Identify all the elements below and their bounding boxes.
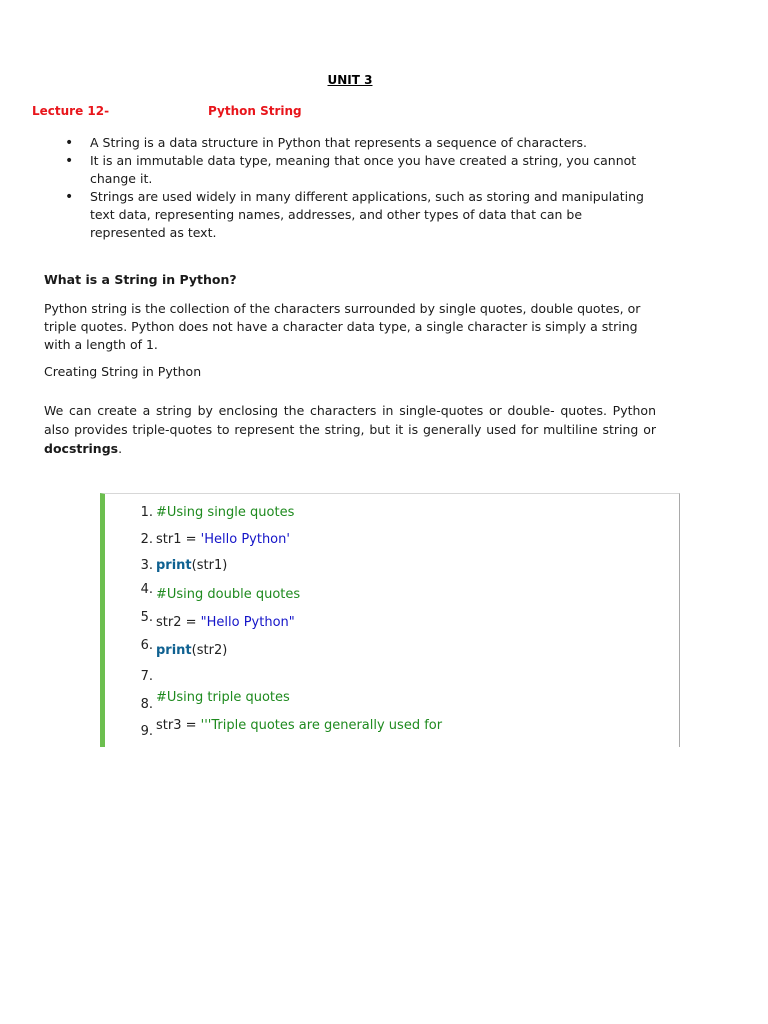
unit-heading: UNIT 3: [327, 73, 373, 87]
bullet-icon: •: [65, 135, 74, 151]
bullet-item: [64, 134, 654, 152]
code-comment: #Using double quotes: [156, 587, 301, 602]
code-content: str2 = "Hello Python": [156, 615, 295, 630]
line-number: 3.: [140, 558, 153, 573]
section-heading-creating-string: Creating String in Python: [44, 364, 202, 379]
bullet-icon: •: [65, 189, 74, 205]
bullet-icon: •: [65, 153, 74, 169]
code-content: print(str1): [156, 558, 228, 573]
line-number: 6.: [140, 638, 153, 653]
bullet-item: [64, 152, 654, 188]
code-comment: #Using single quotes: [156, 505, 295, 520]
code-content: str3 = '''Triple quotes are generally used for: [156, 718, 443, 733]
intro-bullet-list: [64, 134, 654, 242]
lecture-title: Python String: [208, 104, 302, 118]
section-paragraph-creating-string: [44, 401, 656, 458]
lecture-label: Lecture 12-: [32, 104, 110, 118]
paragraph-end: .: [118, 441, 123, 456]
code-content: print(str2): [156, 643, 228, 658]
line-number: 5.: [140, 610, 153, 625]
paragraph-text: We can create a string by enclosing the characters in single-quotes or double- quotes. Python also provides triple-quotes to represent the string, but it is generally used for multiline string or: [44, 403, 656, 437]
bullet-item: [64, 188, 654, 242]
code-content: str1 = 'Hello Python': [156, 532, 290, 547]
code-comment: #Using triple quotes: [156, 690, 290, 705]
paragraph-bold-term: docstrings: [44, 441, 119, 456]
line-number: 9.: [140, 724, 153, 739]
section-paragraph-what-is-string: Python string is the collection of the characters surrounded by single quotes, double quotes, or triple quotes. Python does not have a character data type, a single character is simply a string with a length of 1.: [44, 301, 641, 352]
section-heading-what-is-string: What is a String in Python?: [44, 272, 237, 287]
bullet-text: A String is a data structure in Python that represents a sequence of characters.: [90, 135, 588, 150]
line-number: 8.: [140, 697, 153, 712]
bullet-text: It is an immutable data type, meaning that once you have created a string, you cannot change it.: [90, 153, 637, 186]
code-block: [100, 493, 680, 747]
bullet-text: Strings are used widely in many different applications, such as storing and manipulating text data, representing names, addresses, and other types of data that can be represented as text.: [90, 189, 644, 240]
line-number: 2.: [140, 532, 153, 547]
line-number: 1.: [140, 505, 153, 520]
line-number: 7.: [140, 669, 153, 684]
line-number: 4.: [140, 582, 153, 597]
